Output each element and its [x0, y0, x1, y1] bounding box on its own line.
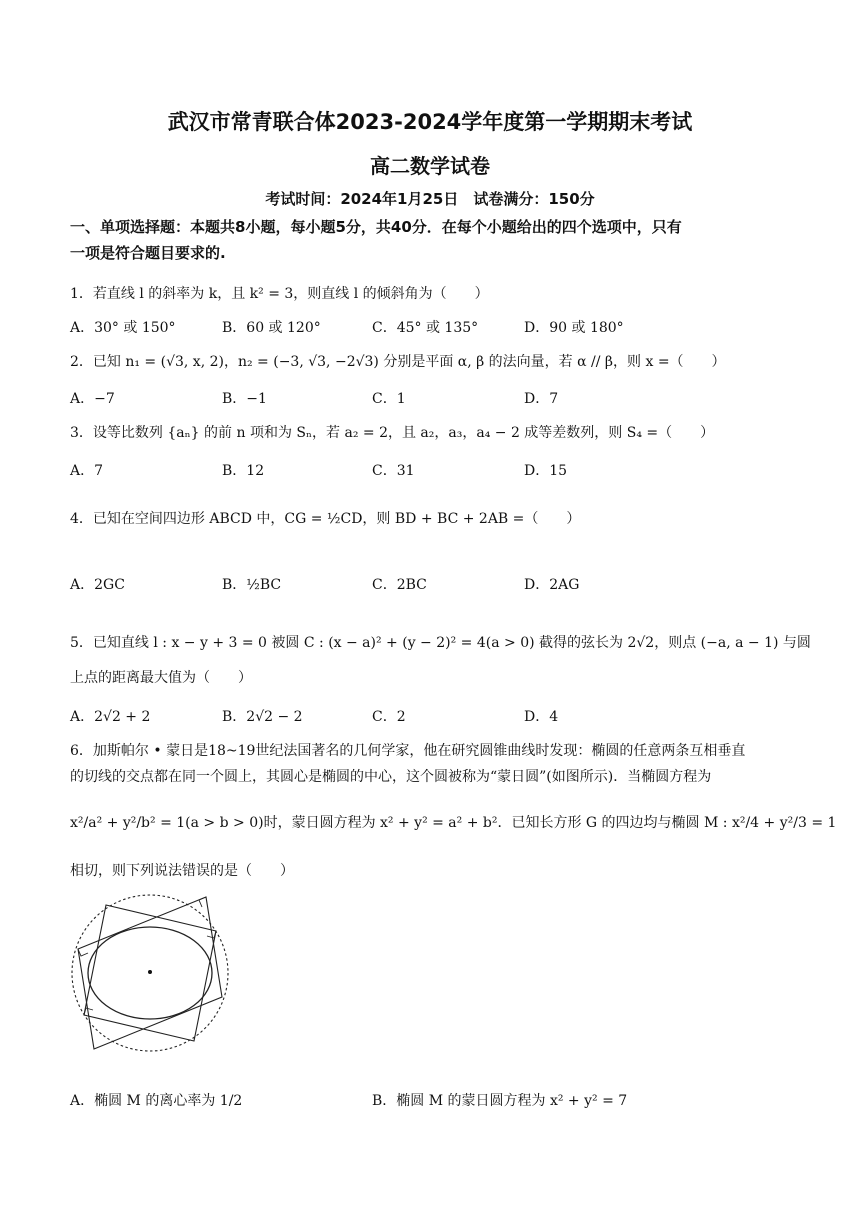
- section-heading-line1: 一、单项选择题：本题共8小题，每小题5分，共40分．在每个小题给出的四个选项中，只有: [70, 218, 682, 236]
- question-3-option-c: C．31: [372, 463, 415, 479]
- question-6-stem-line2: 的切线的交点都在同一个圆上，其圆心是椭圆的中心，这个圆被称为“蒙日圆”(如图所示)．当椭圆方程为: [70, 769, 712, 785]
- question-6-stem-line4: 相切，则下列说法错误的是（ ）: [70, 863, 294, 879]
- question-3-option-d: D．15: [524, 463, 568, 479]
- question-2-option-d: D．7: [524, 391, 559, 407]
- question-5-option-d: D．4: [524, 709, 559, 725]
- question-2-option-a: A．−7: [70, 391, 115, 407]
- question-1-option-c: C．45° 或 135°: [372, 320, 479, 336]
- question-5-option-c: C．2: [372, 709, 406, 725]
- question-2-stem: 2．已知 n₁ = (√3, x, 2)，n₂ = (−3, √3, −2√3) 分别是平面 α, β 的法向量，若 α // β，则 x =（ ）: [70, 354, 726, 370]
- question-1-stem: 1．若直线 l 的斜率为 k，且 k² = 3，则直线 l 的倾斜角为（ ）: [70, 286, 489, 302]
- exam-subtitle: 高二数学试卷: [370, 154, 490, 178]
- question-2-option-b: B．−1: [222, 391, 267, 407]
- question-6-option-a: A．椭圆 M 的离心率为 1/2: [70, 1093, 243, 1109]
- question-4-option-a: A．2GC: [70, 577, 125, 593]
- question-5-option-a: A．2√2 + 2: [70, 709, 151, 725]
- exam-title: 武汉市常青联合体2023-2024学年度第一学期期末考试: [167, 110, 693, 134]
- question-2-option-c: C．1: [372, 391, 406, 407]
- question-3-stem: 3．设等比数列 {aₙ} 的前 n 项和为 Sₙ，若 a₂ = 2，且 a₂，a₃，a₄ − 2 成等差数列，则 S₄ =（ ）: [70, 425, 715, 441]
- question-4-option-b: B．½BC: [222, 577, 282, 593]
- monge-circle-diagram: [66, 893, 236, 1055]
- question-4-stem: 4．已知在空间四边形 ABCD 中，CG = ½CD，则 BD + BC + 2AB =（ ）: [70, 511, 581, 527]
- question-3-option-b: B．12: [222, 463, 265, 479]
- question-1-option-a: A．30° 或 150°: [70, 320, 176, 336]
- exam-info: 考试时间：2024年1月25日 试卷满分：150分: [265, 190, 595, 208]
- question-5-stem-line2: 上点的距离最大值为（ ）: [70, 670, 252, 686]
- question-6-stem-line1: 6．加斯帕尔 • 蒙日是18~19世纪法国著名的几何学家，他在研究圆锥曲线时发现：椭圆的任意两条互相垂直: [70, 743, 746, 759]
- question-4-option-d: D．2AG: [524, 577, 580, 593]
- section-heading-line2: 一项是符合题目要求的.: [70, 244, 226, 262]
- question-5-option-b: B．2√2 − 2: [222, 709, 303, 725]
- question-1-option-b: B．60 或 120°: [222, 320, 321, 336]
- question-1-option-d: D．90 或 180°: [524, 320, 624, 336]
- question-6-stem-line3: x²/a² + y²/b² = 1(a > b > 0)时，蒙日圆方程为 x² + y² = a² + b²．已知长方形 G 的四边均与椭圆 M : x²/4 + y²/3 = 1: [70, 815, 837, 831]
- question-4-option-c: C．2BC: [372, 577, 427, 593]
- question-3-option-a: A．7: [70, 463, 104, 479]
- question-6-option-b: B．椭圆 M 的蒙日圆方程为 x² + y² = 7: [372, 1093, 628, 1109]
- question-5-stem-line1: 5．已知直线 l : x − y + 3 = 0 被圆 C : (x − a)² + (y − 2)² = 4(a > 0) 截得的弦长为 2√2，则点 (−a, a − 1) 与圆: [70, 635, 811, 651]
